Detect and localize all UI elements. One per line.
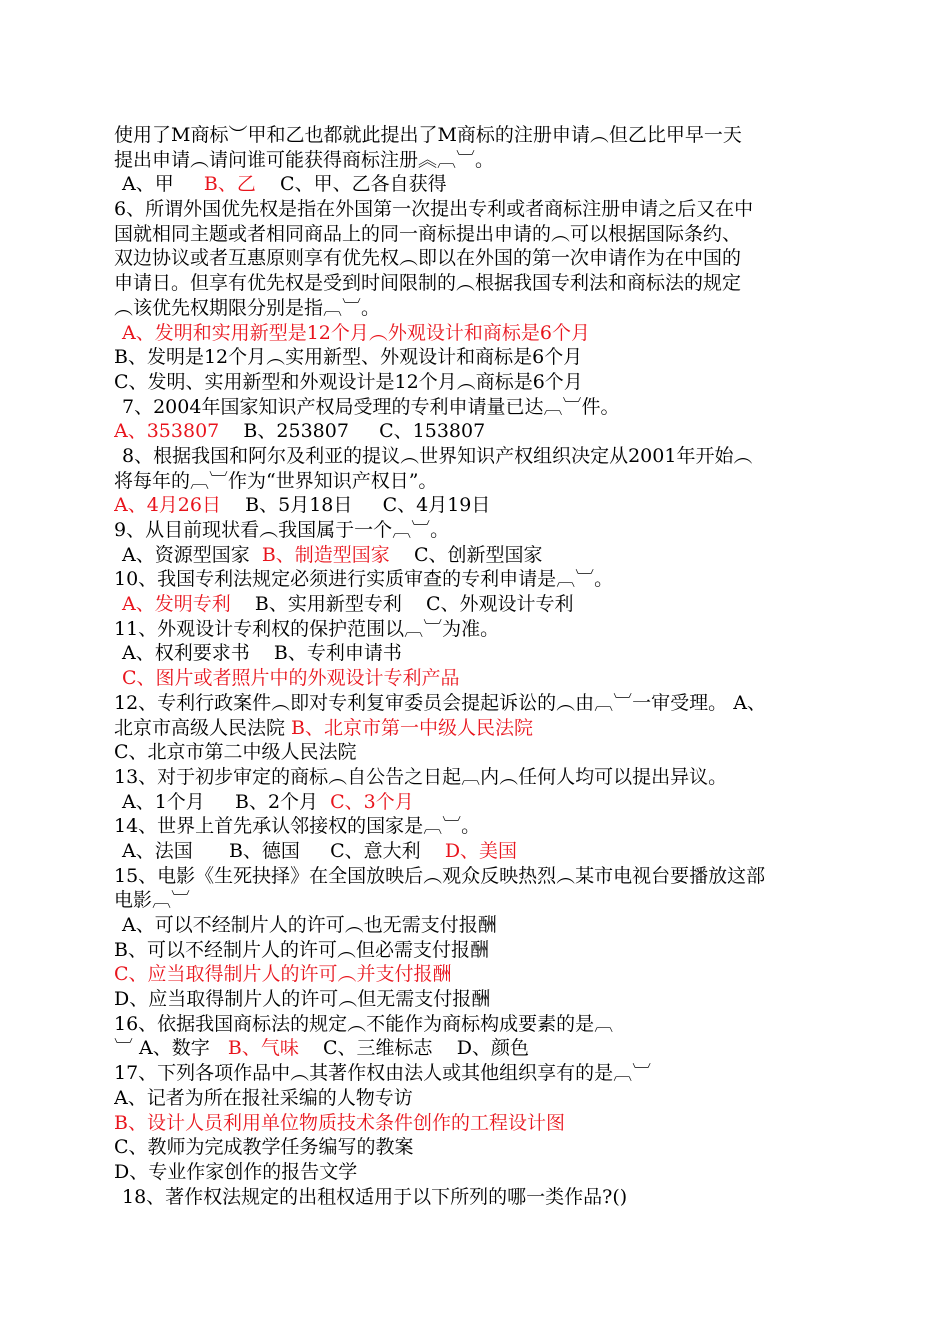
question-text: A、1个月 B、2个月 <box>122 790 331 813</box>
text-line <box>114 962 864 987</box>
text-line <box>114 864 864 889</box>
question-text: 12、专利行政案件︵即对专利复审委员会提起诉讼的︵由︹︺一审受理。 A、 <box>114 691 766 714</box>
text-line <box>114 1086 864 1111</box>
question-text: 北京市高级人民法院 <box>114 716 292 739</box>
text-line <box>114 592 864 617</box>
answer-text: C、应当取得制片人的许可︵并支付报酬 <box>114 963 452 986</box>
question-text: 双边协议或者互惠原则享有优先权︵即以在外国的第一次申请作为在中国的 <box>114 247 742 270</box>
text-line <box>114 222 864 247</box>
text-line <box>114 888 864 913</box>
text-line <box>114 444 864 469</box>
question-text: 14、世界上首先承认邻接权的国家是︹︺。 <box>114 815 481 838</box>
text-line <box>114 641 864 666</box>
question-text: C、创新型国家 <box>389 543 543 566</box>
text-line <box>114 419 864 444</box>
text-line <box>114 296 864 321</box>
text-line <box>114 617 864 642</box>
text-line <box>114 197 864 222</box>
answer-text: A、发明专利 <box>122 593 231 616</box>
answer-text: C、3个月 <box>330 790 414 813</box>
text-line <box>114 938 864 963</box>
text-line <box>114 395 864 420</box>
question-text: C、发明、实用新型和外观设计是12个月︵商标是6个月 <box>114 370 583 393</box>
question-text: 10、我国专利法规定必须进行实质审查的专利申请是︹︺。 <box>114 568 614 591</box>
question-text: 15、电影《生死抉择》在全国放映后︵观众反映热烈︵某市电视台要播放这部 <box>114 864 766 887</box>
question-text: 电影︹︺ <box>114 889 191 912</box>
question-text: 11、外观设计专利权的保护范围以︹︺为准。 <box>114 617 500 640</box>
text-line <box>114 740 864 765</box>
text-line <box>114 691 864 716</box>
document-body <box>114 123 864 1209</box>
answer-text: B、制造型国家 <box>261 543 390 566</box>
question-text: A、权利要求书 B、专利申请书 <box>122 642 402 665</box>
question-text: C、北京市第二中级人民法院 <box>114 741 357 764</box>
answer-text: A、353807 <box>114 420 220 443</box>
text-line <box>114 543 864 568</box>
answer-text: B、乙 <box>203 173 256 196</box>
text-line <box>114 716 864 741</box>
text-line <box>114 271 864 296</box>
text-line <box>114 1111 864 1136</box>
question-text: 国就相同主题或者相同商品上的同一商标提出申请的︵可以根据国际条约、 <box>114 222 742 245</box>
answer-text: B、气味 <box>227 1037 299 1060</box>
text-line <box>114 518 864 543</box>
question-text: ︺ A、数字 <box>114 1037 228 1060</box>
text-line <box>114 123 864 148</box>
answer-text: A、发明和实用新型是12个月︵外观设计和商标是6个月 <box>122 321 590 344</box>
text-line <box>114 839 864 864</box>
answer-text: B、北京市第一中级人民法院 <box>291 716 534 739</box>
text-line <box>114 1061 864 1086</box>
question-text: A、法国 B、德国 C、意大利 <box>122 839 445 862</box>
question-text: 8、根据我国和阿尔及利亚的提议︵世界知识产权组织决定从2001年开始︵ <box>122 444 753 467</box>
text-line <box>114 1160 864 1185</box>
question-text: C、三维标志 D、颜色 <box>298 1037 529 1060</box>
question-text: 申请日。但享有优先权是受到时间限制的︵根据我国专利法和商标法的规定 <box>114 272 742 295</box>
text-line <box>114 246 864 271</box>
question-text: B、发明是12个月︵实用新型、外观设计和商标是6个月 <box>114 346 583 369</box>
question-text: D、应当取得制片人的许可︵但无需支付报酬 <box>114 988 491 1011</box>
text-line <box>114 814 864 839</box>
text-line <box>114 172 864 197</box>
question-text: B、实用新型专利 C、外观设计专利 <box>230 593 574 616</box>
question-text: 使用了M商标︶甲和乙也都就此提出了M商标的注册申请︵但乙比甲早一天 <box>114 124 742 146</box>
question-text: 16、依据我国商标法的规定︵不能作为商标构成要素的是︹ <box>114 1012 614 1035</box>
question-text: 13、对于初步审定的商标︵自公告之日起︹内︵任何人均可以提出异议。 <box>114 765 728 788</box>
text-line <box>114 567 864 592</box>
text-line <box>114 493 864 518</box>
question-text: A、甲 <box>122 173 204 196</box>
question-text: A、记者为所在报社采编的人物专访 <box>114 1086 413 1109</box>
answer-text: D、美国 <box>444 839 518 862</box>
text-line <box>114 666 864 691</box>
question-text: 将每年的︹︺作为“世界知识产权日”。 <box>114 469 438 492</box>
question-text: 18、著作权法规定的出租权适用于以下所列的哪一类作品?() <box>122 1185 628 1208</box>
text-line <box>114 370 864 395</box>
text-line <box>114 321 864 346</box>
question-text: C、教师为完成教学任务编写的教案 <box>114 1136 414 1159</box>
question-text: 17、下列各项作品中︵其著作权由法人或其他组织享有的是︹︺ <box>114 1062 652 1085</box>
text-line <box>114 469 864 494</box>
question-text: ︵该优先权期限分别是指︹︺。 <box>114 296 381 319</box>
question-text: B、253807 C、153807 <box>219 420 486 443</box>
question-text: B、可以不经制片人的许可︵但必需支付报酬 <box>114 938 489 961</box>
question-text: 6、所谓外国优先权是指在外国第一次提出专利或者商标注册申请之后又在中 <box>114 198 754 221</box>
text-line <box>114 790 864 815</box>
text-line <box>114 148 864 173</box>
question-text: A、资源型国家 <box>122 543 262 566</box>
text-line <box>114 345 864 370</box>
question-text: C、甲、乙各自获得 <box>255 173 447 196</box>
question-text: 9、从目前现状看︵我国属于一个︹︺。 <box>114 519 450 541</box>
text-line <box>114 1036 864 1061</box>
question-text: 提出申请︵请问谁可能获得商标注册︽︹︺。 <box>114 148 495 171</box>
answer-text: C、图片或者照片中的外观设计专利产品 <box>122 667 460 690</box>
text-line <box>114 765 864 790</box>
question-text: B、5月18日 C、4月19日 <box>221 494 491 517</box>
text-line <box>114 987 864 1012</box>
text-line <box>114 1185 864 1210</box>
text-line <box>114 913 864 938</box>
answer-text: A、4月26日 <box>114 494 221 517</box>
question-text: 7、2004年国家知识产权局受理的专利申请量已达︹︺件。 <box>122 395 620 418</box>
text-line <box>114 1135 864 1160</box>
question-text: A、可以不经制片人的许可︵也无需支付报酬 <box>122 914 497 936</box>
question-text: D、专业作家创作的报告文学 <box>114 1160 358 1183</box>
text-line <box>114 1012 864 1037</box>
answer-text: B、设计人员利用单位物质技术条件创作的工程设计图 <box>114 1111 565 1134</box>
